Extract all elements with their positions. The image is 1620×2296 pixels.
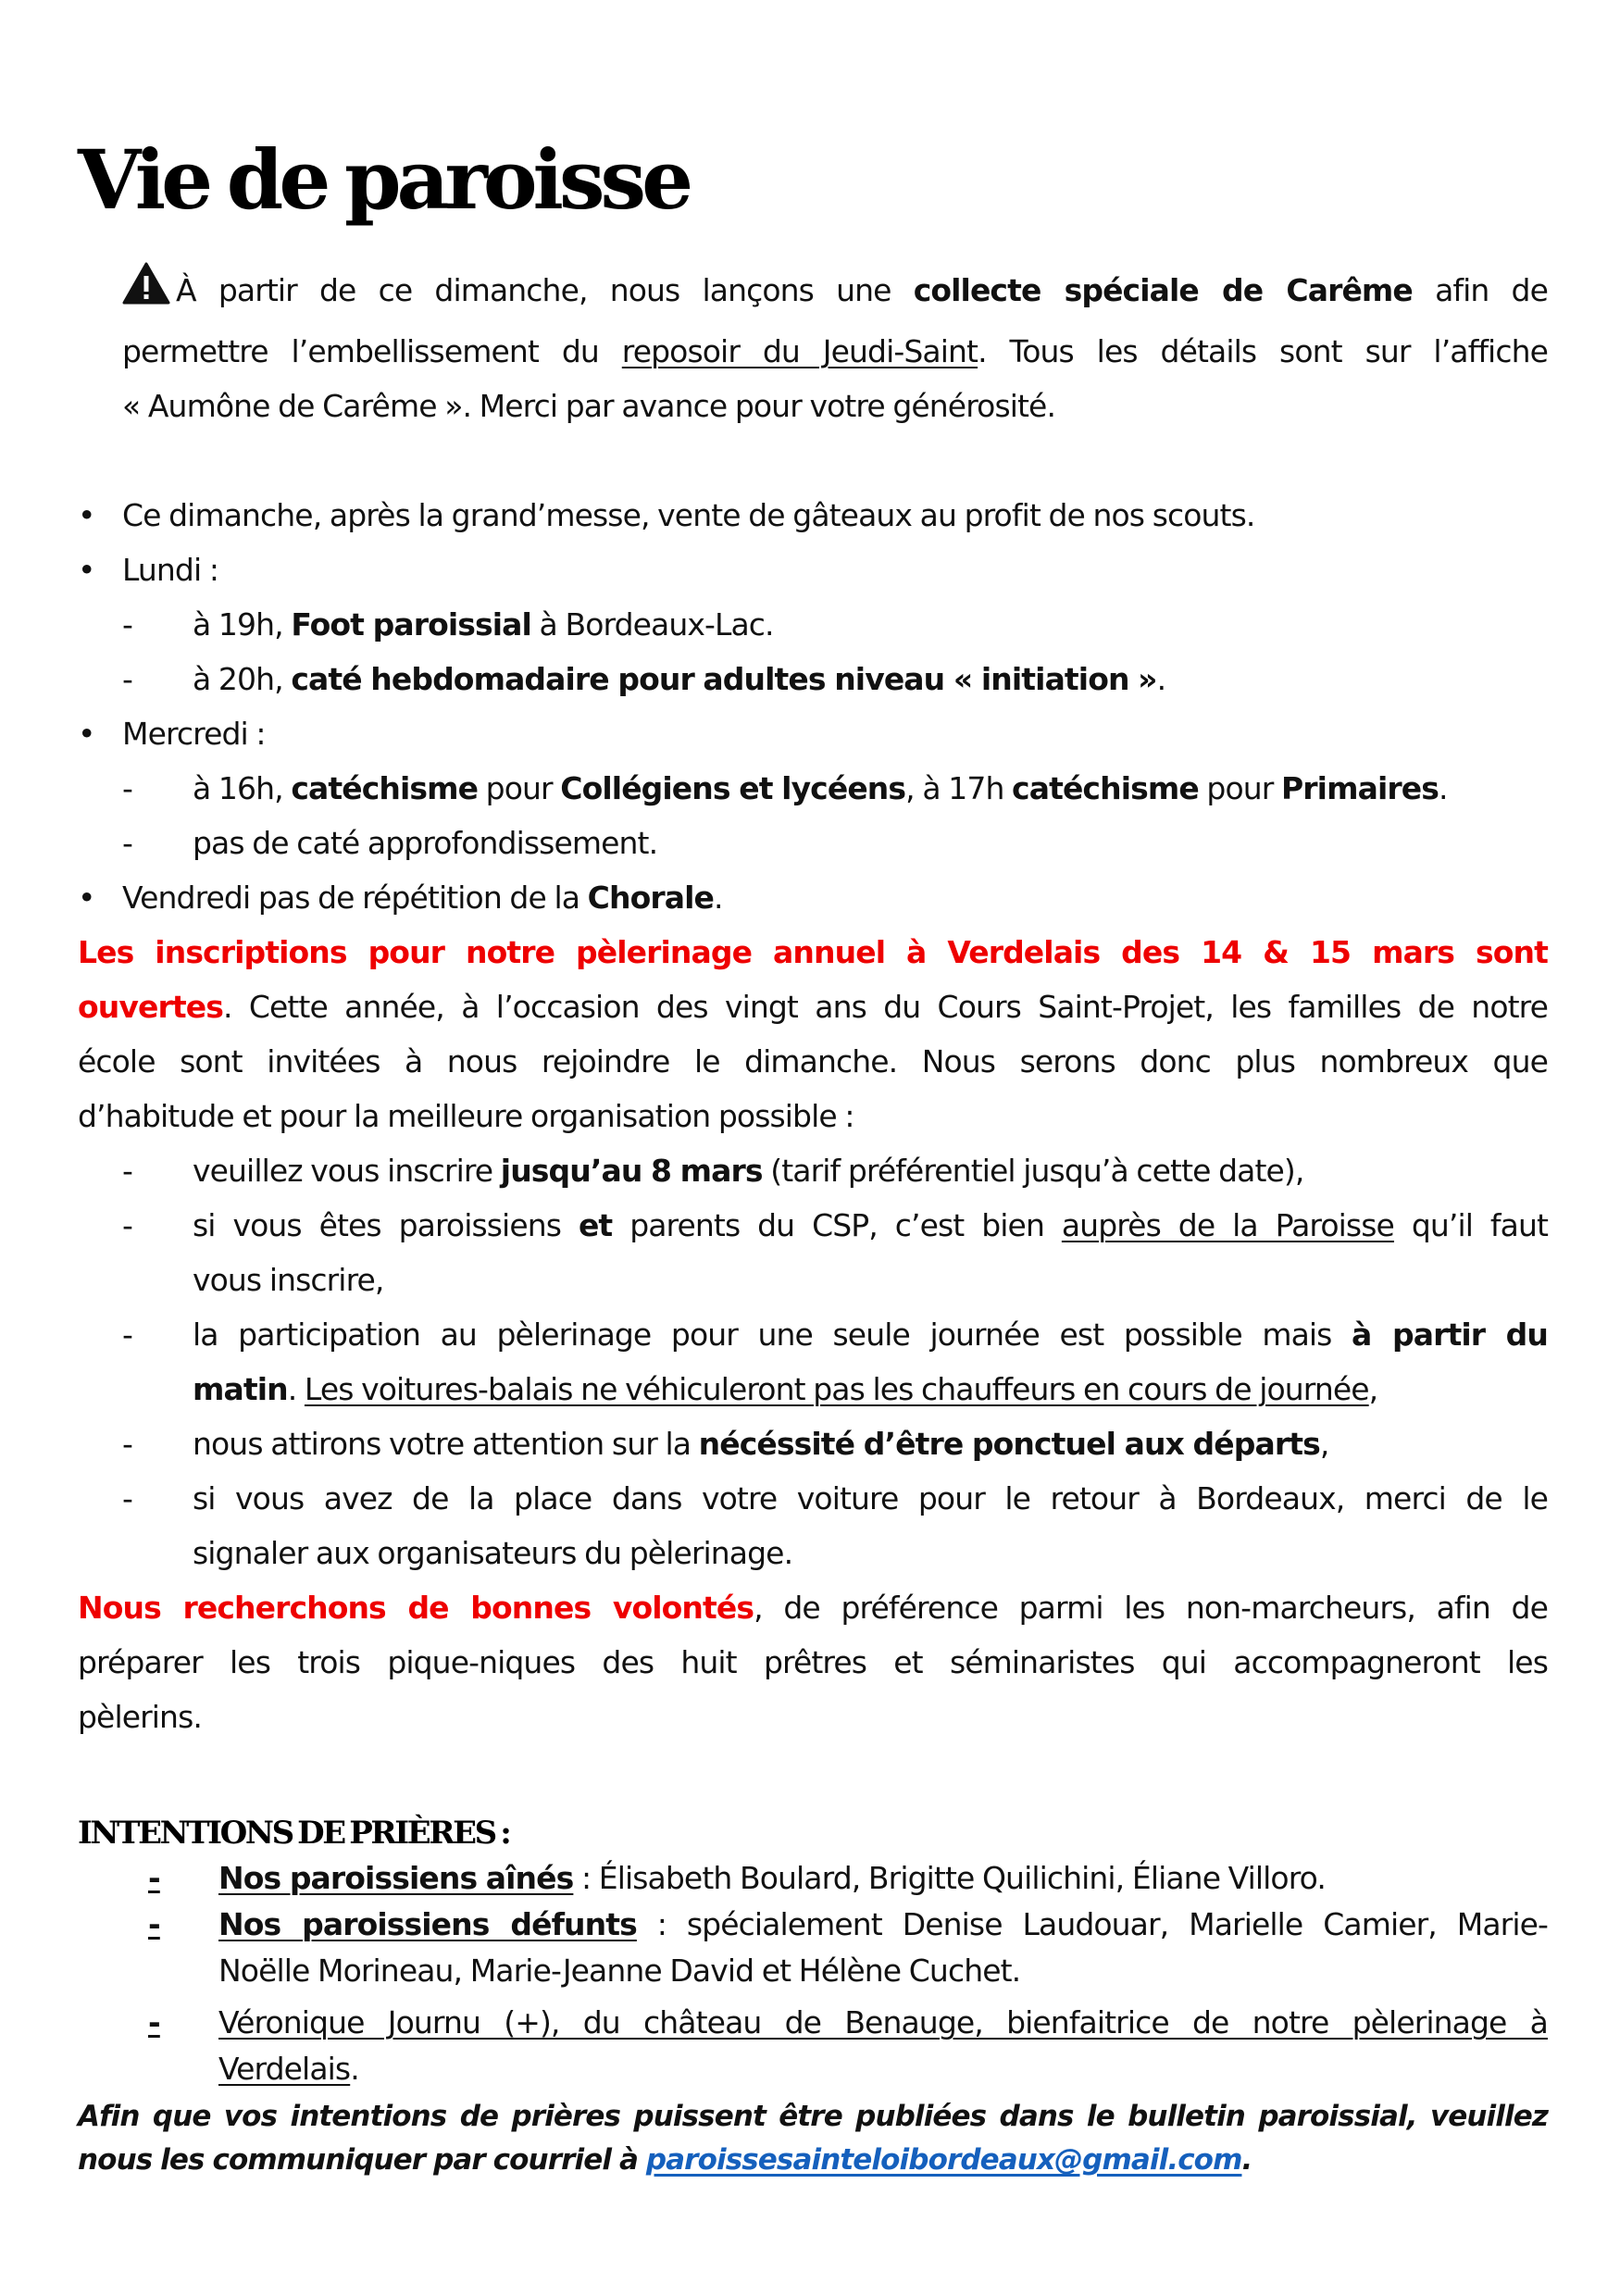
reposoir-underline: reposoir du Jeudi-Saint [621,333,978,369]
pilgrimage-item-cont: vous inscrire, [193,1262,384,1298]
pilgrimage-announcement: Les inscriptions pour notre pèlerinage annuel à Verdelais des 14 & 15 mars sont [78,934,1548,970]
footer-note-line-1: Afin que vos intentions de prières puissent être publiées dans le bulletin paroissial, veuillez [78,2100,1548,2133]
warning-icon [122,262,170,305]
dash-icon: - [148,2004,160,2040]
pilgrimage-line-3: école sont invitées à nous rejoindre le dimanche. Nous serons donc plus nombreux que [78,1043,1548,1079]
wednesday-item: à 16h, catéchisme pour Collégiens et lycéens, à 17h catéchisme pour Primaires. [193,770,1448,806]
dash-icon: - [122,770,133,806]
bullet-icon: • [78,497,95,533]
dash-icon: - [148,1860,160,1896]
intention-deceased: Nos paroissiens défunts : spécialement Denise Laudouar, Marielle Camier, Marie- [218,1906,1549,1942]
dash-icon: - [148,1906,160,1942]
dash-icon: - [122,661,133,697]
pilgrimage-item: veuillez vous inscrire jusqu’au 8 mars (tarif préférentiel jusqu’à cette date), [193,1153,1304,1189]
announcement-line-3: « Aumône de Carême ». Merci par avance pour votre générosité. [122,388,1056,424]
announcement-line-2: permettre l’embellissement du reposoir du Jeudi-Saint. Tous les détails sont sur l’affiche [122,333,1548,369]
intention-benefactor: Véronique Journu (+), du château de Benauge, bienfaitrice de notre pèlerinage à [218,2004,1548,2040]
dash-icon: - [122,1426,133,1462]
pilgrimage-item-cont: matin. Les voitures-balais ne véhiculeront pas les chauffeurs en cours de journée, [193,1371,1378,1407]
intention-deceased-cont: Noëlle Morineau, Marie-Jeanne David et Hélène Cuchet. [218,1953,1021,1989]
dash-icon: - [122,1480,133,1516]
monday-item: à 19h, Foot paroissial à Bordeaux-Lac. [193,606,774,643]
monday-label: Lundi : [122,552,219,588]
footer-note-line-2: nous les communiquer par courriel à paroissesainteloibordeaux@gmail.com. [78,2143,1252,2177]
dash-icon: - [122,1207,133,1243]
pilgrimage-item: si vous avez de la place dans votre voiture pour le retour à Bordeaux, merci de le [193,1480,1548,1516]
intentions-heading: INTENTIONS DE PRIÈRES : [78,1815,510,1852]
wednesday-item: pas de caté approfondissement. [193,825,658,861]
bullet-icon: • [78,716,95,752]
wednesday-label: Mercredi : [122,716,266,752]
friday-item: Vendredi pas de répétition de la Chorale. [122,880,723,916]
pilgrimage-line-2: ouvertes. Cette année, à l’occasion des vingt ans du Cours Saint-Projet, les familles de notre [78,989,1548,1025]
volunteers-line-2: préparer les trois pique-niques des huit prêtres et séminaristes qui accompagneront les [78,1644,1548,1680]
pilgrimage-item: nous attirons votre attention sur la nécéssité d’être ponctuel aux départs, [193,1426,1329,1462]
collecte-highlight: collecte spéciale de Carême [913,272,1413,308]
volunteers-line-1: Nous recherchons de bonnes volontés, de préférence parmi les non-marcheurs, afin de [78,1590,1549,1626]
announcement-line-1: À partir de ce dimanche, nous lançons une collecte spéciale de Carême afin de [122,262,1548,306]
monday-item: à 20h, caté hebdomadaire pour adultes niveau « initiation ». [193,661,1166,697]
pilgrimage-line-4: d’habitude et pour la meilleure organisation possible : [78,1098,854,1134]
bullet-icon: • [78,552,95,588]
dash-icon: - [122,825,133,861]
pilgrimage-item: la participation au pèlerinage pour une seule journée est possible mais à partir du [193,1316,1548,1353]
intention-elders: Nos paroissiens aînés : Élisabeth Boulard, Brigitte Quilichini, Éliane Villoro. [218,1860,1326,1896]
dash-icon: - [122,606,133,643]
dash-icon: - [122,1316,133,1353]
sunday-item: Ce dimanche, après la grand’messe, vente de gâteaux au profit de nos scouts. [122,497,1255,533]
pilgrimage-item: si vous êtes paroissiens et parents du CSP, c’est bien auprès de la Paroisse qu’il faut [193,1207,1549,1243]
email-link[interactable]: paroissesainteloibordeaux@gmail.com [645,2143,1242,2177]
volunteers-line-3: pèlerins. [78,1699,202,1735]
pilgrimage-item-cont: signaler aux organisateurs du pèlerinage. [193,1535,793,1571]
bullet-icon: • [78,880,95,916]
page-title: Vie de paroisse [78,131,690,228]
dash-icon: - [122,1153,133,1189]
intention-benefactor-cont: Verdelais. [218,2051,359,2087]
